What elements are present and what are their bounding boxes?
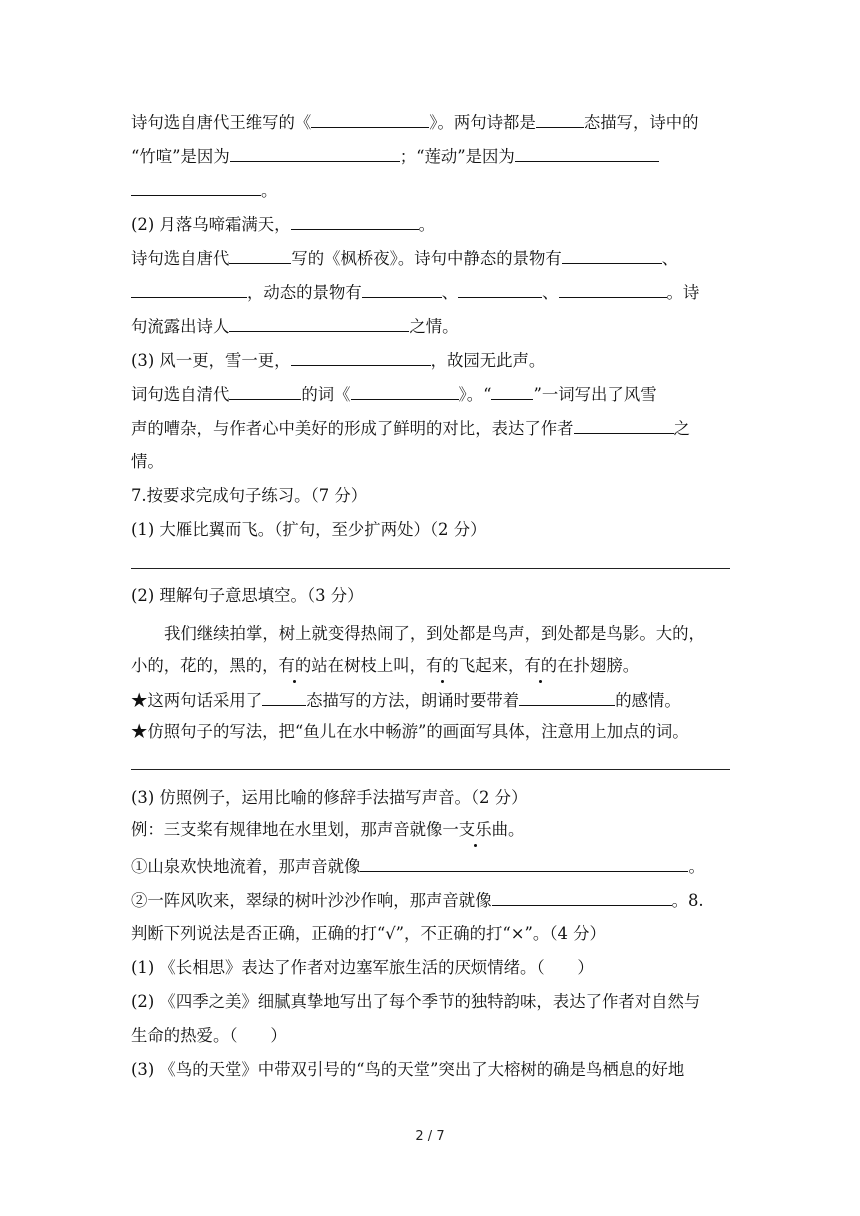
text: 情。: [131, 452, 164, 471]
answer-blank[interactable]: [536, 112, 584, 128]
question-item: [131, 856, 705, 876]
text: 。: [418, 215, 435, 234]
text: 句流露出诗人: [131, 317, 230, 336]
passage-line: [164, 624, 705, 644]
text: 。8.: [671, 891, 704, 910]
question-item: [131, 214, 435, 234]
text-line: [131, 248, 678, 268]
answer-blank[interactable]: [291, 350, 431, 366]
text-line: [131, 1026, 287, 1046]
text: (2) 月落乌啼霜满天，: [131, 215, 291, 234]
text: ①山泉欢快地流着，那声音就像: [131, 857, 361, 876]
text: (3) 《鸟的天堂》中带双引号的“鸟的天堂”突出了大榕树的确是鸟栖息的好地: [131, 1060, 685, 1079]
text: 》。“: [458, 385, 492, 404]
text-line: [131, 452, 164, 472]
text: 生命的热爱。（ ）: [131, 1026, 287, 1045]
text: 。: [688, 857, 705, 876]
text: 的感情。: [615, 691, 681, 710]
answer-blank[interactable]: [362, 282, 442, 298]
text: ；“莲动”是因为: [399, 147, 515, 166]
answer-blank[interactable]: [491, 384, 533, 400]
answer-blank[interactable]: [291, 214, 419, 230]
answer-blank[interactable]: [229, 316, 409, 332]
answer-blank[interactable]: [229, 384, 301, 400]
text-line: [131, 282, 699, 302]
question-heading: [131, 486, 367, 506]
text: 声的嘈杂，与作者心中美好的形成了鲜明的对比，表达了作者: [131, 419, 574, 438]
question-item: [131, 788, 527, 808]
text: 7.按要求完成句子练习。（7 分）: [131, 486, 368, 505]
text: (3) 风一更，雪一更，: [131, 351, 291, 370]
question-item: [131, 890, 704, 910]
emphasis-text: 有的: [278, 656, 312, 675]
text: 站在树枝上叫，: [311, 656, 427, 675]
text: (1) 大雁比翼而飞。（扩句，至少扩两处）（2 分）: [131, 520, 487, 539]
text: 例：三支桨有规律地在水里划，那声音就像: [131, 820, 443, 839]
text: ”一词写出了风雪: [533, 385, 657, 404]
answer-blank[interactable]: [229, 248, 291, 264]
answer-blank[interactable]: [311, 112, 429, 128]
text: 词句选自清代: [131, 385, 230, 404]
text: (2) 理解句子意思填空。（3 分）: [131, 586, 364, 605]
text: 飞起来，: [458, 656, 525, 675]
answer-blank[interactable]: [574, 418, 674, 434]
answer-blank[interactable]: [351, 384, 459, 400]
answer-blank[interactable]: [515, 146, 659, 162]
text: ②一阵风吹来，翠绿的树叶沙沙作响，那声音就像: [131, 891, 492, 910]
text: 》。两句诗都是: [429, 113, 536, 132]
text: 诗句选自唐代: [131, 249, 230, 268]
question-item: [131, 520, 486, 540]
text: (3) 仿照例子，运用比喻的修辞手法描写声音。（2 分）: [131, 788, 528, 807]
question-item: [131, 958, 594, 978]
text: 诗句选自唐代王维写的《: [131, 113, 312, 132]
text: 在扑翅膀。: [557, 656, 640, 675]
text: ★这两句话采用了: [131, 691, 263, 710]
text-line: [131, 384, 657, 404]
question-item: [131, 722, 689, 742]
text: 、: [441, 283, 459, 302]
answer-blank[interactable]: [131, 282, 247, 298]
text: 我们继续拍掌，树上就变得热闹了，到处都是鸟声，到处都是鸟影。大的，: [164, 624, 705, 643]
question-item: [131, 350, 545, 370]
question-item: [131, 586, 364, 606]
text: (1) 《长相思》表达了作者对边塞军旅生活的厌烦情绪。（ ）: [131, 958, 594, 977]
answer-blank[interactable]: [360, 856, 688, 872]
text: 判断下列说法是否正确，正确的打“√”，不正确的打“×”。（4 分）: [131, 924, 606, 943]
text: 小的，花的，黑的，: [131, 656, 279, 675]
question-heading: [131, 924, 606, 944]
passage-line: [131, 656, 639, 676]
answer-blank[interactable]: [519, 690, 615, 706]
emphasis-text: 一支乐曲: [442, 820, 508, 839]
page-number: 2 / 7: [415, 1129, 445, 1144]
answer-blank[interactable]: [458, 282, 542, 298]
text: 。: [261, 181, 278, 200]
answer-line[interactable]: [131, 568, 730, 569]
text-line: [131, 112, 699, 132]
text: 的词《: [301, 385, 351, 404]
emphasis-text: 有的: [524, 656, 558, 675]
text-line: [131, 316, 459, 336]
text: 、: [542, 283, 559, 302]
question-item: [131, 1060, 684, 1080]
text: ★仿照句子的写法，把“鱼儿在水中畅游”的画面写具体，注意用上加点的词。: [131, 722, 689, 741]
answer-blank[interactable]: [131, 180, 261, 196]
answer-blank[interactable]: [262, 690, 306, 706]
text-line: [131, 146, 659, 166]
question-item: [131, 992, 700, 1012]
text: (2) 《四季之美》细腻真挚地写出了每个季节的独特韵味，表达了作者对自然与: [131, 992, 701, 1011]
question-item: [131, 690, 681, 710]
example-line: [131, 820, 524, 840]
text: “竹喧”是因为: [131, 147, 230, 166]
answer-blank[interactable]: [562, 248, 662, 264]
text: ，动态的景物有: [247, 283, 362, 302]
text: 。诗: [666, 283, 700, 302]
text: 、: [661, 249, 679, 268]
text: 之情。: [409, 317, 459, 336]
answer-blank[interactable]: [492, 890, 672, 906]
answer-line[interactable]: [131, 769, 730, 770]
text: 态描写的方法，朗诵时要带着: [306, 691, 520, 710]
text: 态描写，诗中的: [583, 113, 699, 132]
text: 之: [673, 419, 690, 438]
text-line: [131, 418, 690, 438]
emphasis-text: 有的: [426, 656, 459, 675]
text: 写的《枫桥夜》。诗句中静态的景物有: [291, 249, 562, 268]
answer-blank[interactable]: [230, 146, 400, 162]
answer-blank[interactable]: [559, 282, 667, 298]
text: ，故园无此声。: [430, 351, 546, 370]
text: 。: [507, 820, 525, 839]
text-line: [131, 180, 277, 200]
